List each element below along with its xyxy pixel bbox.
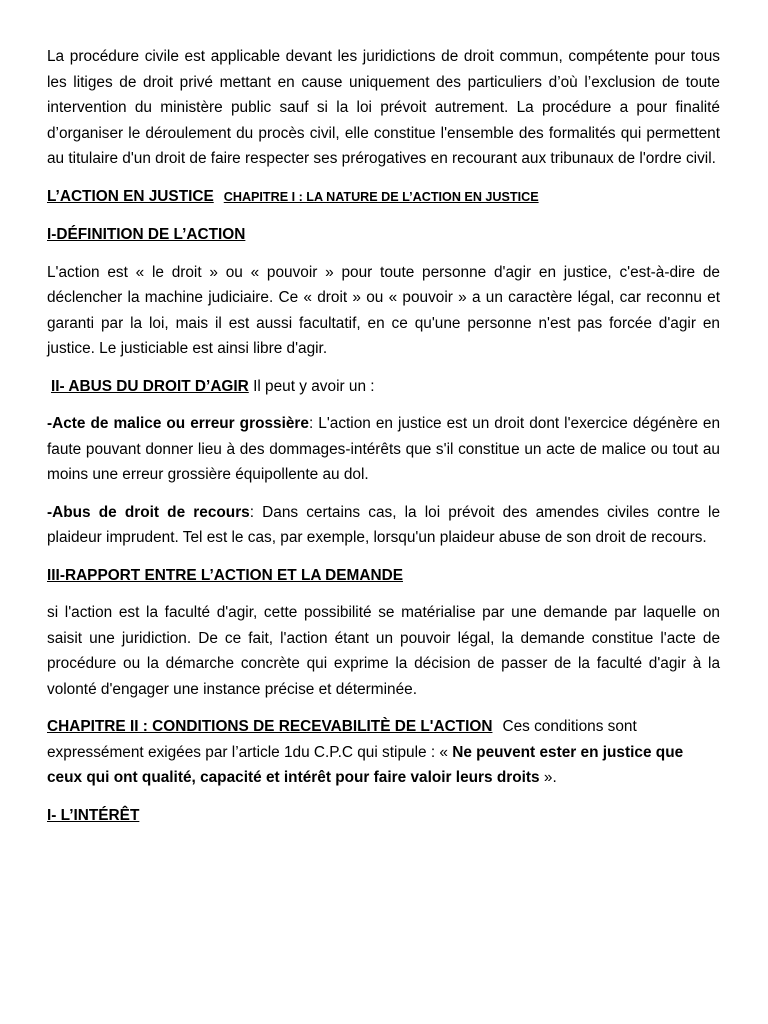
document-page xyxy=(47,44,720,840)
section-title: L’ACTION EN JUSTICE xyxy=(47,187,214,205)
interet-heading: I- L’INTÉRÊT xyxy=(47,806,140,824)
rapport-paragraph: si l'action est la faculté d'agir, cette possibilité se matérialise par une demande par laquelle on saisit une juridiction. De ce fait, l'action étant un pouvoir légal, la demande constitue l'acte de procédure ou la démarche concrète qui exprime la décision de passer de la faculté d'agir à la volonté d'engager une instance précise et déterminée. xyxy=(47,604,720,698)
chapter1-title: CHAPITRE I : LA NATURE DE L’ACTION EN JUSTICE xyxy=(223,189,539,204)
intro-paragraph: La procédure civile est applicable devant les juridictions de droit commun, compétente pour tous les litiges de droit privé mettant en cause uniquement des particuliers d’où l’exclusion de toute intervention du ministère public sauf si la loi prévoit autrement. La procédure a pour finalité d’organiser le déroulement du procès civil, elle constitue l'ensemble des formalités qui permettent au titulaire d'un droit de faire respecter ses prérogatives en recourant aux tribunaux de l'ordre civil. xyxy=(47,48,720,167)
malice-label: -Acte de malice ou erreur grossière xyxy=(47,415,309,432)
interet-heading-line xyxy=(47,803,720,829)
recours-text: : Dans certains cas, la loi prévoit des amendes civiles contre le plaideur imprudent. Tel est le cas, par exemple, lorsqu'un plaideur abuse de son droit de recours. xyxy=(47,503,720,546)
definition-heading-line xyxy=(47,222,720,248)
rapport-heading: III-RAPPORT ENTRE L’ACTION ET LA DEMANDE xyxy=(47,566,403,584)
malice-paragraph xyxy=(47,411,720,488)
recours-paragraph xyxy=(47,500,720,551)
chapter2-end: ». xyxy=(543,769,557,786)
recours-label: -Abus de droit de recours xyxy=(47,503,250,521)
rapport-heading-line xyxy=(47,563,720,589)
section-heading-line xyxy=(47,184,720,211)
chapter2-text: Ces conditions sont expressément exigées par l’article 1du C.P.C qui stipule : « xyxy=(47,718,637,761)
definition-paragraph: L'action est « le droit » ou « pouvoir » pour toute personne d'agir en justice, c'est-à-dire de déclencher la machine judiciaire. Ce « droit » ou « pouvoir » a un caractère légal, car reconnu et garanti par la loi, mais il est aussi facultatif, en ce qu'une personne n'est pas forcée d'agir en justice. Le justiciable est ainsi libre d'agir. xyxy=(47,263,720,357)
abus-heading-tail: Il peut y avoir un : xyxy=(253,377,375,395)
malice-text: : L'action en justice est un droit dont l'exercice dégénère en faute pouvant donner lieu à des dommages-intérêts que s'il constitue un acte de malice ou tout au moins une erreur grossière équipollente au dol. xyxy=(47,415,721,483)
chapter2-quote: Ne peuvent ester en justice que ceux qui ont qualité, capacité et intérêt pour faire valoir leurs droits xyxy=(47,743,684,786)
chapter2-paragraph xyxy=(47,714,720,791)
abus-heading: II- ABUS DU DROIT D’AGIR xyxy=(51,377,249,395)
definition-heading: I-DÉFINITION DE L’ACTION xyxy=(47,226,246,243)
chapter2-title: CHAPITRE II : CONDITIONS DE RECEVABILITÈ DE L'ACTION xyxy=(47,718,493,735)
abus-heading-line xyxy=(47,374,720,400)
